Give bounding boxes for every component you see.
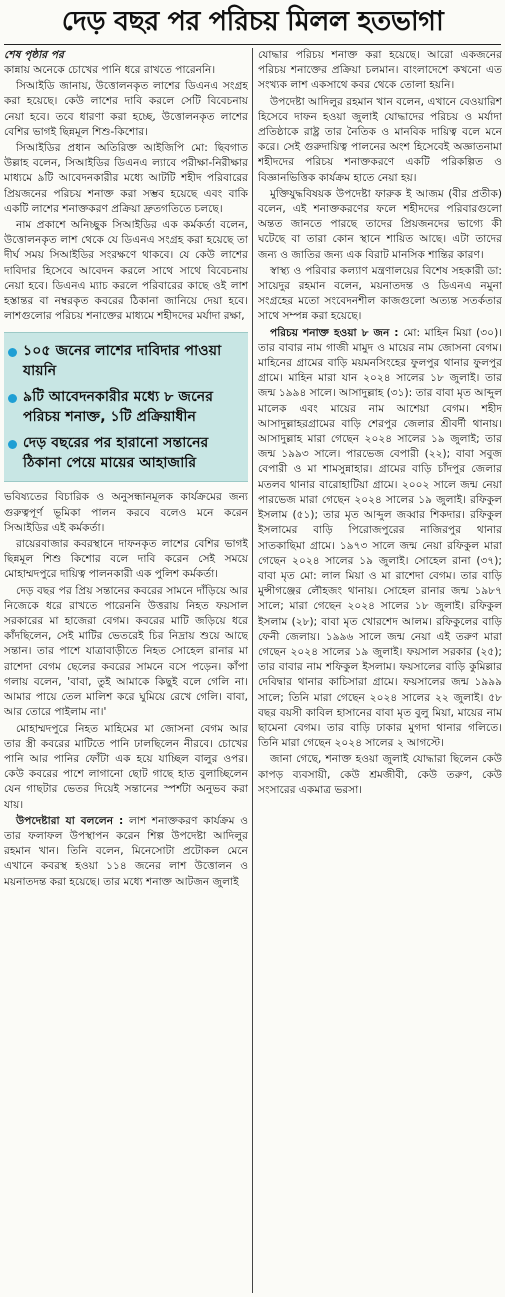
paragraph: উপদেষ্টা আদিলুর রহমান খান বলেন, এখানে বেওয়ারিশ হিসেবে দাফন হওয়া জুলাই যোদ্ধাদের পরিচয় ও মর্যাদা প্রতিষ্ঠাকে রাষ্ট্র তার নৈতিক ও মানবিক দায়িত্ব বলে মনে করে। সেই গুরুদায়িত্ব পালনের অংশ হিসেবেই অজ্ঞাতনামা শহীদদের পরিচয় শনাক্তকরণে একটি পরিকল্পিত ও বিজ্ঞানভিত্তিক কার্যক্রম হাতে নেয়া হয়। [258, 95, 502, 184]
bullet-dot-icon [8, 348, 17, 357]
paragraph: স্বাস্থ্য ও পরিবার কল্যাণ মন্ত্রণালয়ের বিশেষ সহকারী ডা: সায়েদুর রহমান বলেন, ময়নাতদন্ত ও ডিএনএ নমুনা সংগ্রহের মতো সংবেদনশীল কাজগুলো অত্যন্ত সতর্কতার সাথে সম্পন্ন করা হয়েছে। [258, 264, 502, 323]
headline-rule [4, 44, 501, 45]
highlight-item [8, 387, 246, 427]
paragraph: মোহাম্মদপুরে নিহত মাহিমের মা জোসনা বেগম আর তার স্ত্রী কবরের মাটিতে পানি ঢালছিলেন নীরবে। চোখের পানি আর পানির ফোঁটা এক হয়ে যাচ্ছিল বালুর ওপর। কেউ কবরের পাশে লাগানো ছোট গাছে হাত বুলাচ্ছিলেন যেন গাছটার ভেতর দিয়েই সন্তানের স্পর্শটা অনুভব করা যায়। [4, 722, 248, 811]
paragraph: দেড় বছর পর প্রিয় সন্তানের কবরের সামনে দাঁড়িয়ে আর নিজেকে ধরে রাখতে পারেননি উত্তরায় নিহত ফয়সাল সরকারের মা হাজেরা বেগম। কবরের মাটি জড়িয়ে ধরে কাঁদছিলেন, সেই মাটির ভেতরেই চির নিদ্রায় শুয়ে আছে সন্তান। তার পাশে যাত্রাবাড়ীতে নিহত সোহেল রানার মা রাশেদা বেগম ছেলের কবরের সামনে বসে পড়েন। কাঁপা গলায় বলেন, 'বাবা, তুই আমাকে কিছুই বলে গেলি না। আমার পায়ে তেল মালিশ করে ঘুমিয়ে রেখে গেলি। বাবা, আর তোরে পাইলাম না।' [4, 584, 248, 719]
bullet-dot-icon [8, 394, 17, 403]
article-column-right [258, 48, 502, 1293]
highlight-text: ৯টি আবেদনকারীর মধ্যে ৮ জনের পরিচয় শনাক্ত, ১টি প্রক্রিয়াধীন [23, 389, 214, 426]
subheading-advisors: উপদেষ্টারা যা বললেন : [16, 814, 124, 827]
paragraph: নাম প্রকাশে অনিচ্ছুক সিআইডির এক কর্মকর্তা বলেন, উত্তোলনকৃত লাশ থেকে যে ডিএনএ সংগ্রহ করা হয়েছে তা দীর্ঘ সময় সিআইডির সংরক্ষণে থাকবে। যে কেউ লাশের দাবিদার হিসেবে আবেদন করলে সাথে সাথে বিবেচনায় নেয়া হবে। ডিএনএ ম্যাচ করলে পরিবারের কাছে ওই লাশ হস্তান্তর বা নম্বরকৃত কবরের ঠিকানা জানিয়ে দেয়া হবে। লাশগুলোর পরিচয় শনাক্তের মাধ্যমে শহীদদের মর্যাদা রক্ষা, [4, 219, 248, 323]
paragraph-text: মো: মাহিন মিয়া (৩০)। তার বাবার নাম গাজী মামুদ ও মায়ের নাম জোসনা বেগম। মাহিনের গ্রামের বাড়ি ময়মনসিংহের ফুলপুর থানার ফুলপুর গ্রামে। মাহিন মারা যান ২০২৪ সালের ১৮ জুলাই। তার জন্ম ১৯৯৪ সালে। আসাদুল্লাহ (৩১): তার বাবা মৃত আব্দুল মালেক এবং মায়ের নাম আশেয়া বেগম। শহীদ আসাদুল্লাহরগ্রামের বাড়ি শেরপুর জেলার শ্রীবর্দী থানায়। আসাদুল্লাহ মারা গেছেন ২০২৪ সালের ১৯ জুলাই; তার জন্ম ১৯৯৩ সালে। পারভেজ বেপারী (২২); বাবা সবুজ বেপারী ও মা শামসুন্নাহার। গ্রামের বাড়ি চাঁদপুর জেলার মতলব থানার বারোহাটিয়া গ্রামে। ২০০২ সালে জন্ম নেয়া পারভেজ মারা গেছেন ২০২৪ সালের ১৯ জুলাই। রফিকুল ইসলাম (৫১); তার মৃত আব্দুল জব্বার শিকদার। রফিকুল ইসলামের বাড়ি পিরোজপুরের নাজিরপুর থানার সাতকাছিমা গ্রামে। ১৯৭৩ সালে জন্ম নেয়া রফিকুল মারা গেছেন ২০২৪ সালের ১৯ জুলাই। সোহেল রানা (৩৭); বাবা মৃত মো: লাল মিয়া ও মা রাশেদা বেগম। তার বাড়ি মুন্সীগঞ্জের লৌহজং থানায়। সোহেল রানার জন্ম ১৯৮৭ সালে; মারা গেছেন ২০২৪ সালের ১৮ জুলাই। রফিকুল ইসলাম (২৮); বাবা মৃত খোরশেদ আলম। রফিকুলের বাড়ি ফেনী জেলায়। ১৯৯৬ সালে জন্ম নেয়া এই তরুণ মারা গেছেন ২০২৪ সালের ১৯ জুলাই। ফয়সাল সরকার (২৫); তার বাবার নাম শফিকুল ইসলাম। ফয়সালের বাড়ি কুমিল্লার দেবিদ্বার থানার কাচিসারা গ্রামে। ফয়সালের জন্ম ১৯৯৯ সালে; তিনি মারা গেছেন ২০২৪ সালের ২২ জুলাই। ৫৮ বছর বয়সী কাবিল হাসানের বাবা মৃত বুলু মিয়া, মায়ের নাম ছামেনা বেগম। তার বাড়ি ঢাকার মুগদা থানার গলিতে। তিনি মারা গেছেন ২০২৪ সালের ২ আগস্টে। [258, 326, 502, 750]
highlights-box [4, 332, 248, 482]
paragraph [4, 814, 248, 890]
highlight-text: ১০৫ জনের লাশের দাবিদার পাওয়া যায়নি [23, 343, 222, 380]
paragraph: মুক্তিযুদ্ধবিষয়ক উপদেষ্টা ফারুক ই আজম (বীর প্রতীক) বলেন, এই শনাক্তকরণের ফলে শহীদদের পরিবারগুলো অন্তত জানতে পারছে তাদের প্রিয়জনদের ভাগ্যে কী ঘটেছে বা তারা কোন স্থানে শায়িত আছে। এটা তাদের জন্য ও জাতির জন্য এক বিরাট মানসিক শান্তির কারণ। [258, 187, 502, 261]
highlight-text: দেড় বছরের পর হারানো সন্তানের ঠিকানা পেয়ে মায়ের আহাজারি [23, 435, 209, 472]
paragraph: রায়েরবাজার কবরস্থানে দাফনকৃত লাশের বেশির ভাগই ছিন্নমূল শিশু কিশোর বলে দাবি করেন সেই সময়ে মোহাম্মদপুরে দায়িত্ব পালনকারী এক পুলিশ কর্মকর্তা। [4, 538, 248, 581]
continued-label: শেষ পৃষ্ঠার পর [4, 49, 64, 61]
headline: দেড় বছর পর পরিচয় মিলল হতভাগা [61, 6, 444, 37]
paragraph: কান্নায় অনেকে চোখের পানি ধরে রাখতে পারেননি। [4, 64, 216, 76]
paragraph: ভবিষ্যতের বিচারিক ও অনুসন্ধানমূলক কার্যক্রমের জন্য গুরুত্বপূর্ণ ভূমিকা পালন করবে বলেও মনে করেন সিআইডির এই কর্মকর্তা। [4, 491, 248, 534]
paragraph: জানা গেছে, শনাক্ত হওয়া জুলাই যোদ্ধারা ছিলেন কেউ কাপড় ব্যবসায়ী, কেউ শ্রমজীবী, কেউ তরুণ, কেউ সংসারের একমাত্র ভরসা। [258, 753, 502, 796]
paragraph: যোদ্ধার পরিচয় শনাক্ত করা হয়েছে। আরো একজনের পরিচয় শনাক্তের প্রক্রিয়া চলমান। বাংলাদেশে কখনো এত সংখ্যক লাশ একসাথে কবর থেকে তোলা হয়নি। [258, 49, 502, 92]
article-column-left [4, 48, 248, 1293]
paragraph: সিআইডির প্রধান অতিরিক্ত আইজিপি মো: ছিবগাত উল্লাহ বলেন, সিআইডির ডিএনএ ল্যাবে পরীক্ষা-নিরীক্ষার মাধ্যমে ৯টি আবেদনকারীর মধ্যে আটটি শহীদ পরিবারের প্রিয়জনের পরিচয় শনাক্ত করা সম্ভব হয়েছে এবং বাকি একটি লাশের শনাক্তকরণ প্রক্রিয়া দ্রুতগতিতে চলছে। [4, 142, 248, 215]
highlight-item [8, 341, 246, 381]
column-divider [252, 48, 253, 1293]
paragraph-text: লাশ শনাক্তকরণ কার্যক্রম ও তার ফলাফল উপস্থাপন করেন শিল্প উপদেষ্টা আদিলুর রহমান খান। তিনি বলেন, মিনেসোটা প্রটোকল মেনে এখানে কবরস্থ হওয়া ১১৪ জনের লাশ উত্তোলন ও ময়নাতদন্ত করা হয়েছে। তার মধ্যে শনাক্ত আটজন জুলাই [4, 814, 248, 888]
bullet-dot-icon [8, 440, 17, 449]
paragraph: সিআইডি জানায়, উত্তোলনকৃত লাশের ডিএনএ সংগ্রহ করা হয়েছে। কেউ লাশের দাবি করলে সেটি বিবেচনায় নেয়া হবে। তবে ধারণা করা হচ্ছে, উত্তোলনকৃত লাশের বেশির ভাগই ছিন্নমূল শিশু-কিশোর। [4, 80, 248, 138]
highlight-item [8, 433, 246, 473]
paragraph [258, 326, 502, 752]
subheading-identified: পরিচয় শনাক্ত হওয়া ৮ জন : [270, 326, 399, 339]
